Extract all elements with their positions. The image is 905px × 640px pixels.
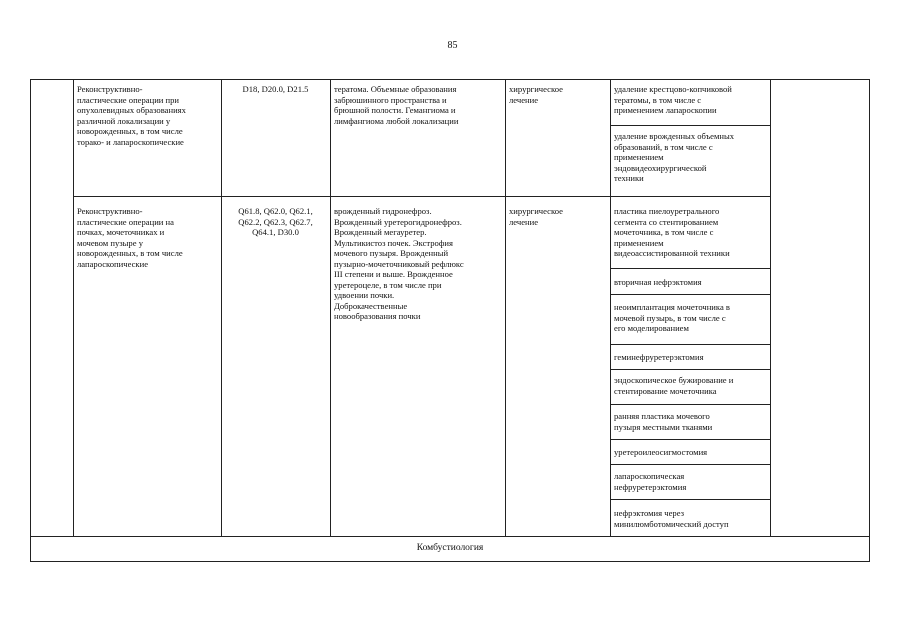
method-separator [610,439,770,440]
method-separator [610,294,770,295]
column-divider [73,79,74,537]
method-separator [610,268,770,269]
row-2-name: Реконструктивно- пластические операции на почках, мочеточниках и мочевом пузыре у новорожденных, в том числе лапароскопические [77,206,183,269]
column-divider [770,79,771,537]
method-separator [610,464,770,465]
column-divider [505,79,506,537]
row-2-method-2: вторичная нефрэктомия [614,277,702,287]
row-2-method-5: эндоскопическое бужирование и стентирование мочеточника [614,375,734,396]
table-right-border [869,79,870,562]
method-separator [610,404,770,405]
row-1-method-1: удаление крестцово-копчиковой тератомы, в том числе с применением лапароскопии [614,84,732,115]
row-2-method-1: пластика пиелоуретрального сегмента со стентированием мочеточника, в том числе с применением видеоассистированной техники [614,206,730,258]
row-2-method-9: нефрэктомия через минилюмботомический доступ [614,508,729,529]
row-1-method-2: удаление врожденных объемных образований, в том числе с применением эндовидеохирургической техники [614,131,735,183]
row-2-treatment: хирургическое лечение [509,206,563,227]
section-title: Комбустиология [416,543,484,553]
row-2-method-3: неоимплантация мочеточника в мочевой пузырь, в том числе с его моделированием [614,302,730,333]
section-bottom-border [30,561,870,562]
column-divider [610,79,611,537]
row-1-diagnosis: тератома. Объемные образования забрюшинного пространства и брюшной полости. Гемангиома и лимфангиома любой локализации [334,84,459,126]
row-separator [73,196,771,197]
method-separator [610,499,770,500]
row-2-method-7: уретероилеосигмостомия [614,447,708,457]
method-separator [610,344,770,345]
row-1-treatment: хирургическое лечение [509,84,563,105]
table-top-border [30,79,870,80]
row-1-name: Реконструктивно- пластические операции при опухолевидных образованиях различной локализации у новорожденных, в том числе торако- и лапароскопические [77,84,186,147]
row-2-codes: Q61.8, Q62.0, Q62.1, Q62.2, Q62.3, Q62.7, Q64.1, D30.0 [238,206,313,237]
table-bottom-border [30,536,870,537]
row-2-method-6: ранняя пластика мочевого пузыря местными тканями [614,411,713,432]
row-2-method-4: геминефруретерэктомия [614,352,704,362]
column-divider [221,79,222,537]
table-left-border [30,79,31,562]
page-number: 85 [447,40,458,51]
row-2-method-8: лапароскопическая нефруретерэктомия [614,471,687,492]
method-separator [610,369,770,370]
method-separator [610,125,770,126]
column-divider [330,79,331,537]
row-1-codes: D18, D20.0, D21.5 [242,84,309,94]
row-2-diagnosis: врожденный гидронефроз. Врожденный уретерогидронефроз. Врожденный мегауретер. Мультикистоз почек. Экстрофия мочевого пузыря. Врожденный пузырно-мочеточниковый рефлюкс III степени и выше. Врожденное уретероцеле, в том числе при удвоении почки. Доброкачественные новообразования почки [334,206,464,321]
